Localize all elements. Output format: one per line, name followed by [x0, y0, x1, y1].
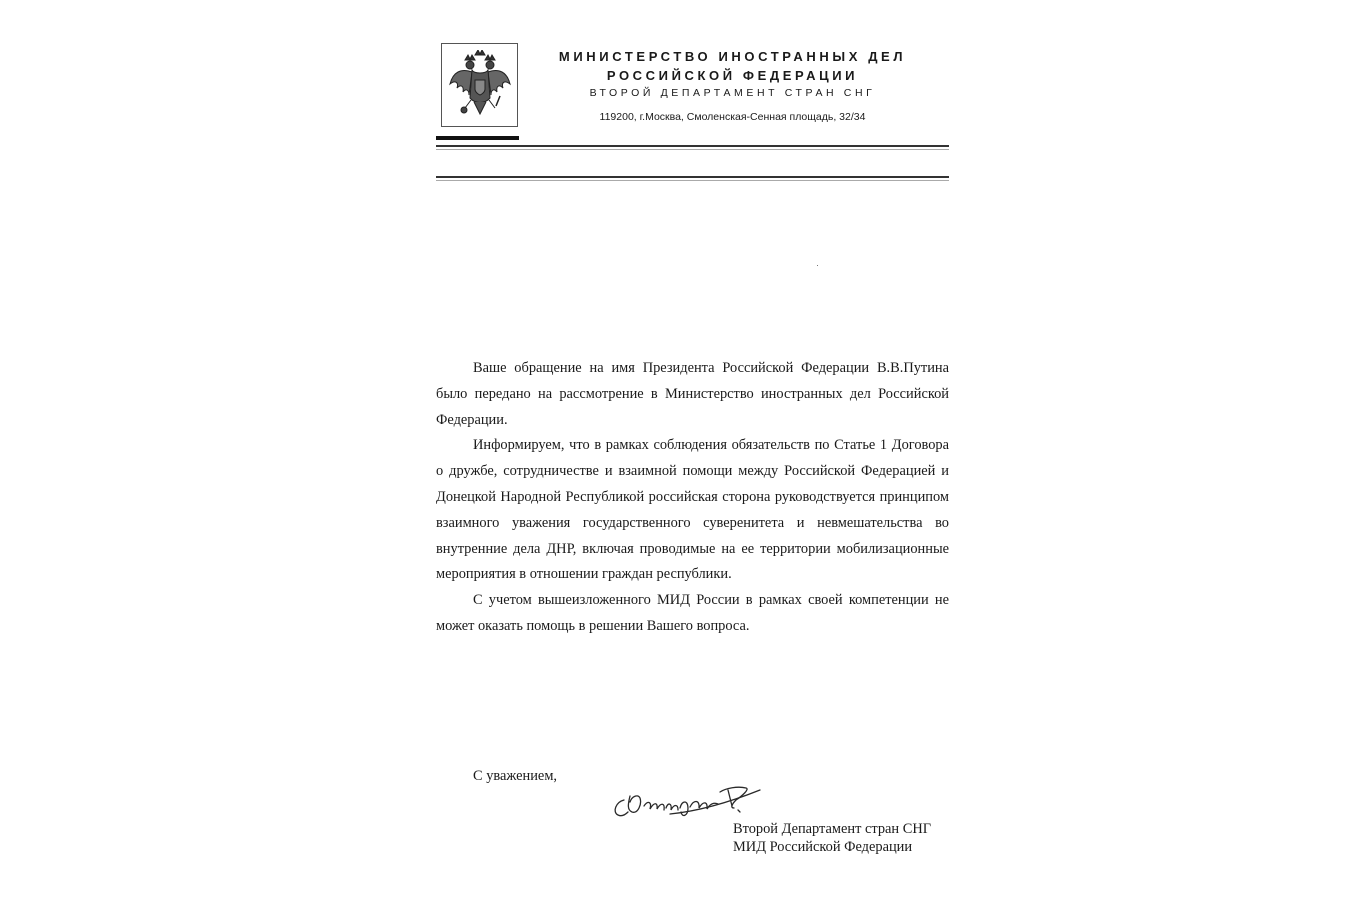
- double-headed-eagle-emblem-icon: [447, 50, 513, 134]
- letterhead-federation-line: РОССИЙСКОЙ ФЕДЕРАЦИИ: [606, 68, 859, 83]
- signer-department: Второй Департамент стран СНГ: [733, 821, 932, 837]
- body-paragraph-2: Информируем, что в рамках соблюдения обязательств по Статье 1 Договора о дружбе, сотрудничестве и взаимной помощи между Российской Федерацией и Донецкой Народной Республикой российская сторона руководствуется принципом взаимного уважения государственного суверенитета и невмешательства во внутренние дела ДНР, включая проводимые на ее территории мобилизационные мероприятия в отношении граждан республики.: [436, 437, 949, 583]
- letter-body: [436, 356, 949, 640]
- emblem-underline-bar: [436, 136, 519, 140]
- signer-ministry: МИД Российской Федерации: [733, 839, 913, 855]
- letterhead-address: 119200, г.Москва, Смоленская-Сенная площадь, 32/34: [599, 111, 866, 123]
- letterhead-ministry-line: МИНИСТЕРСТВО ИНОСТРАННЫХ ДЕЛ: [558, 49, 907, 64]
- header-rule-top-thin: [436, 149, 949, 150]
- closing-salutation: С уважением,: [473, 768, 558, 784]
- header-rule-top: [436, 145, 949, 147]
- letterhead-department-line: ВТОРОЙ ДЕПАРТАМЕНТ СТРАН СНГ: [589, 87, 876, 99]
- scan-speck: [817, 265, 818, 266]
- header-rule-bottom-thin: [436, 180, 949, 181]
- header-rule-bottom: [436, 176, 949, 178]
- body-paragraph-1: Ваше обращение на имя Президента Российской Федерации В.В.Путина было передано на рассмотрение в Министерство иностранных дел Российской Федерации.: [436, 360, 949, 428]
- body-paragraph-3: С учетом вышеизложенного МИД России в рамках своей компетенции не может оказать помощь в решении Вашего вопроса.: [436, 592, 949, 634]
- handwritten-signature: [610, 782, 785, 822]
